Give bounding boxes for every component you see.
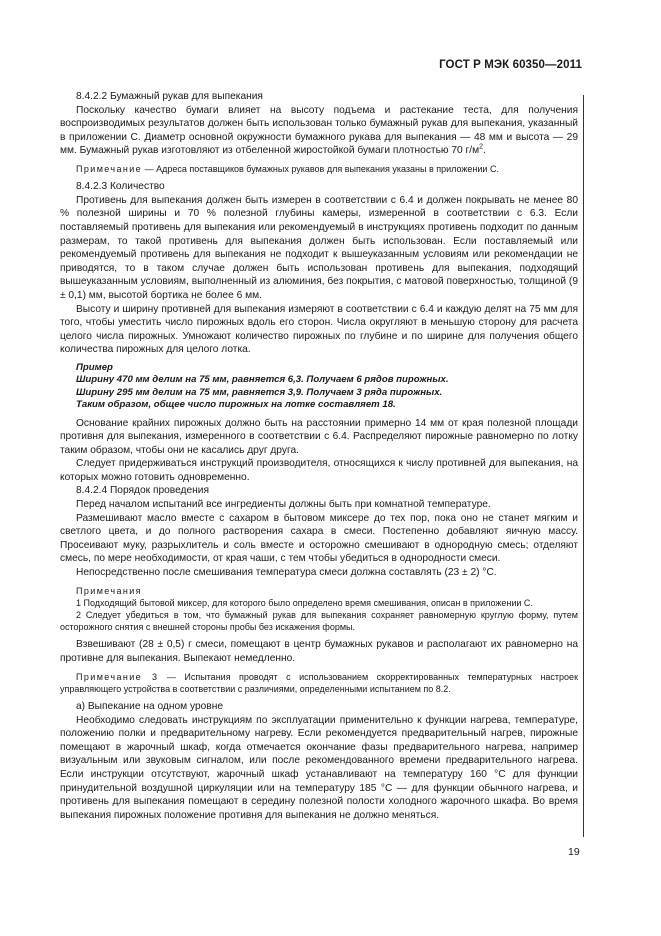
paragraph: Высоту и ширину противней для выпекания измеряют в соответствии с 6.4 и каждую делят на 75 мм для того, чтобы уместить число пирожных вдоль его сторон. Числа округляют в меньшую сторону для расчета целого числа пирожных. Умножают количество пирожных по глубине и по ширине для получения общего количества пирожных для целого лотка. [60,303,578,356]
paragraph-text: Поскольку качество бумаги влияет на высоту подъема и растекание теста, для получения воспроизводимых результатов должен быть использован только бумажный рукав для выпекания, указанный в приложении С. Диаметр основной окружности бумажного рукава для выпекания — 48 мм и высота — 29 мм. Бумажный рукав изготовляют из отбеленной жиростойкой бумаги плотностью 70 г/м [60,104,578,157]
paragraph [60,104,578,158]
note-text: — Испытания проводят с использованием скорректированных температурных настроек управляющего устройства в соответствии с различиями, определенными испытанием по 8.2. [60,671,579,694]
document-header: ГОСТ Р МЭК 60350—2011 [439,59,582,71]
paragraph: Основание крайних пирожных должно быть на расстоянии примерно 14 мм от края полезной площади противня для выпекания, измеренного в соответствии с 6.4. Распределяют пирожные равномерно по лотку таким образом, чтобы они не касались друг друга. [60,417,578,456]
note [60,671,578,695]
section-heading-8422: 8.4.2.2 Бумажный рукав для выпекания [76,91,263,102]
note-label: Примечание [76,163,143,174]
note-text: — Адреса поставщиков бумажных рукавов для выпекания указаны в приложении С. [142,163,499,174]
notes-label: Примечания [76,585,142,596]
example-line: Ширину 470 мм делим на 75 мм, равняется 6,3. Получаем 6 рядов пирожных. [76,374,449,386]
subsection-heading-a: а) Выпекание на одном уровне [76,701,223,713]
superscript: 2 [479,143,483,151]
note-label: Примечание 3 [76,671,159,682]
section-heading-8423: 8.4.2.3 Количество [76,181,165,193]
note [60,163,578,175]
paragraph-text: . [482,145,486,157]
example-line: Ширину 295 мм делим на 75 мм, равняется 3,9. Получаем 3 ряда пирожных. [76,386,443,398]
paragraph: Перед началом испытаний все ингредиенты должны быть при комнатной температуре. [76,499,491,511]
note: 1 Подходящий бытовой миксер, для которого было определено время смешивания, описан в приложении С. [76,597,533,608]
paragraph: Следует придерживаться инструкций производителя, относящихся к числу противней для выпекания, на которых можно готовить одновременно. [60,458,578,483]
paragraph: Непосредственно после смешивания температура смеси должна составлять (23 ± 2) °С. [76,567,497,579]
note: 2 Следует убедиться в том, что бумажный рукав для выпекания сохраняет равномерную круглую форму, путем осторожного снятия с внешней стороны пробы без искажения формы. [60,610,578,633]
document-body [60,90,578,822]
paragraph: Противень для выпекания должен быть измерен в соответствии с 6.4 и должен покрывать не менее 80 % полезной ширины и 70 % полезной глубины камеры, измеренной в соответствии с 6.3. Если поставляемый противень для выпекания или рекомендуемый в инструкциях противень подходит по данным размерам, то такой противень для выпекания должен быть использован. Если поставляемый или рекомендуемый противень для выпекания не подходит к вышеуказанным условиям или рекомендации не приводятся, то в таком случае должен быть использован противень для выпекания, подходящий вышеуказанным условиям, выполненный из алюминия, без покрытия, с матовой поверхностью, толщиной (9 ± 0,1) мм, высотой бортика не более 6 мм. [60,194,578,301]
page-number: 19 [568,846,580,858]
paragraph: Взвешивают (28 ± 0,5) г смеси, помещают в центр бумажных рукавов и располагают их равномерно на противне для выпекания. Выпекают немедленно. [60,639,578,665]
paragraph: Необходимо следовать инструкциям по эксплуатации применительно к функции нагрева, температуре, положению полки и предварительному нагреву. Если рекомендуется предварительный нагрев, пирожные помещают в жарочный шкаф, когда отмечается окончание фазы предварительного нагрева, например визуальным или звуковым сигналом, или после рекомендованного времени предварительного нагрева. Если инструкции отсутствуют, жарочный шкаф устанавливают на температуру 160 °С для функции принудительной воздушной циркуляции или на температуру 185 °С — для функции обычного нагрева, и противень для выпекания помещают в середину полезной полости холодного жарочного шкафа. Во время выпекания пирожных положение противня для выпекания не должно меняться. [60,714,578,821]
revision-bar [583,95,584,837]
example-line: Таким образом, общее число пирожных на лотке составляет 18. [76,399,396,411]
section-heading-8424: 8.4.2.4 Порядок проведения [76,485,209,497]
example-label: Пример [76,361,113,373]
paragraph: Размешивают масло вместе с сахаром в бытовом миксере до тех пор, пока оно не станет мягким и светлого цвета, и до полного растворения сахара в смеси. Постепенно добавляют яичную массу. Просеивают муку, разрыхлитель и соль вместе и осторожно смешивают в однородную смесь; отделяют смесь, по мере необходимости, от края чаши, с тем чтобы убедиться в однородности смеси. [60,512,578,565]
